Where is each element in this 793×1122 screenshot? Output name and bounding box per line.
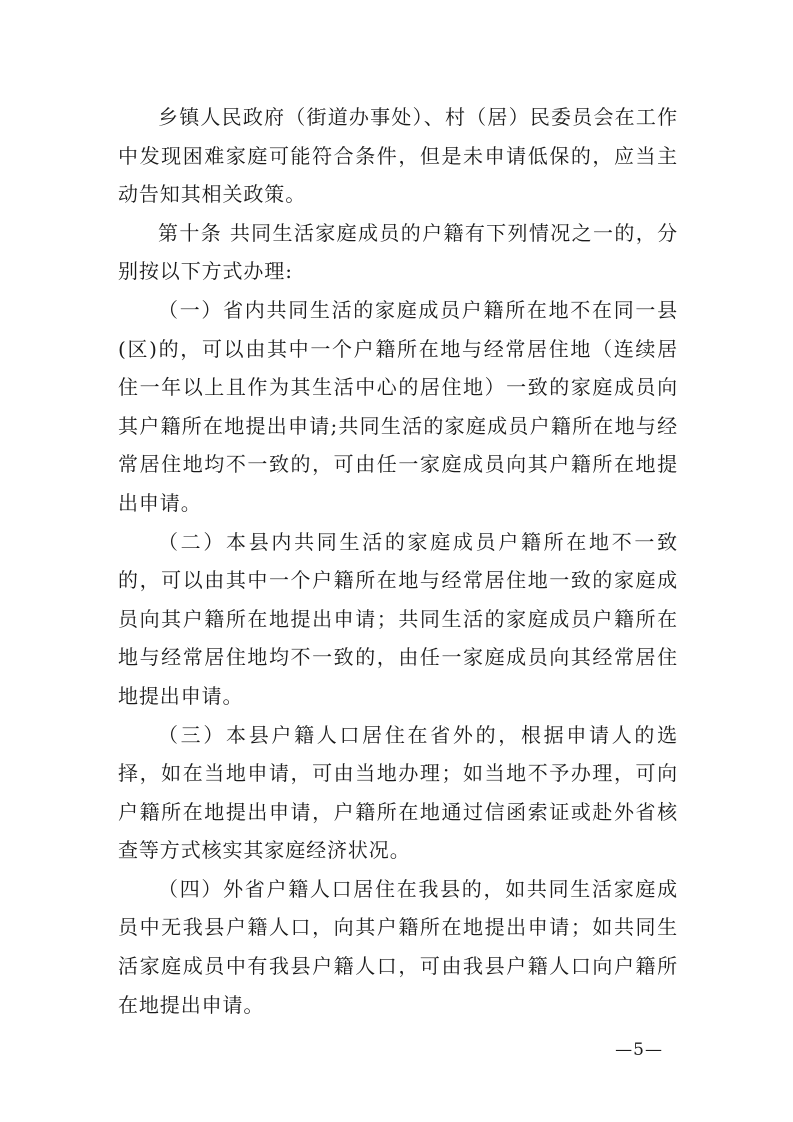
document-body (118, 98, 678, 1024)
paragraph-item-four: （四）外省户籍人口居住在我县的，如共同生活家庭成员中无我县户籍人口，向其户籍所在地提出申请；如共同生活家庭成员中有我县户籍人口，可由我县户籍人口向户籍所在地提出申请。 (118, 876, 678, 1017)
page-number: —5— (615, 1040, 663, 1060)
paragraph-article-ten: 第十条 共同生活家庭成员的户籍有下列情况之一的，分别按以下方式办理: (118, 220, 678, 284)
paragraph-item-one: （一）省内共同生活的家庭成员户籍所在地不在同一县(区)的，可以由其中一个户籍所在地与经常居住地（连续居住一年以上且作为其生活中心的居住地）一致的家庭成员向其户籍所在地提出申请;共同生活的家庭成员户籍所在地与经常居住地均不一致的，可由任一家庭成员向其户籍所在地提出申请。 (118, 297, 678, 515)
paragraph-proactive-notice: 乡镇人民政府（街道办事处）、村（居）民委员会在工作中发现困难家庭可能符合条件，但是未申请低保的，应当主动告知其相关政策。 (118, 105, 678, 207)
paragraph-item-three: （三）本县户籍人口居住在省外的，根据申请人的选择，如在当地申请，可由当地办理；如当地不予办理，可向户籍所在地提出申请，户籍所在地通过信函索证或赴外省核查等方式核实其家庭经济状况。 (118, 722, 678, 863)
paragraph-item-two: （二）本县内共同生活的家庭成员户籍所在地不一致的，可以由其中一个户籍所在地与经常居住地一致的家庭成员向其户籍所在地提出申请；共同生活的家庭成员户籍所在地与经常居住地均不一致的，由任一家庭成员向其经常居住地提出申请。 (118, 529, 678, 708)
